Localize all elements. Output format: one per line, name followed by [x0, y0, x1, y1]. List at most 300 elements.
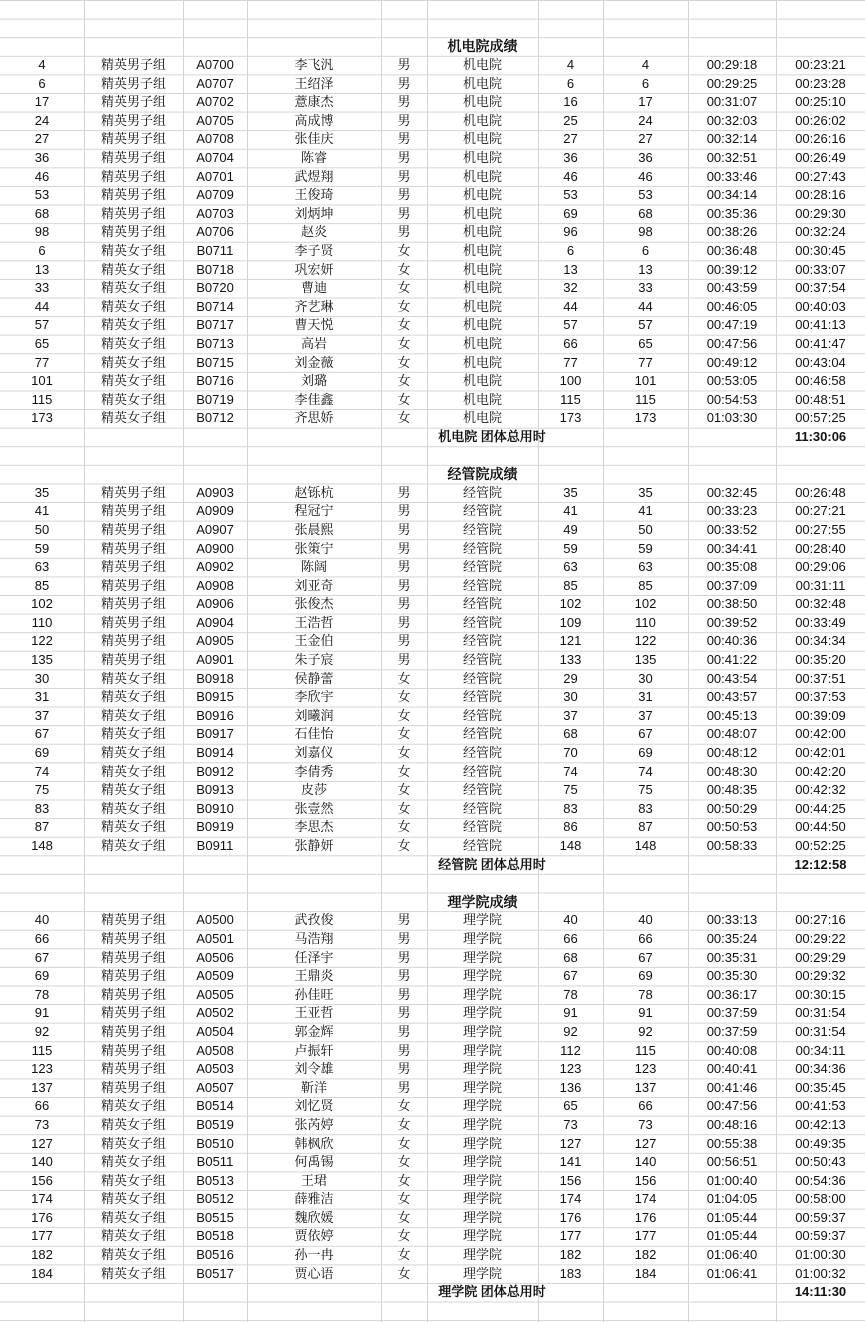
bib-cell[interactable]: B0712: [196, 410, 234, 426]
group-cell[interactable]: 精英男子组: [100, 112, 166, 128]
net-time-cell[interactable]: 00:29:06: [795, 559, 846, 575]
rank-cell[interactable]: 6: [38, 75, 46, 91]
bib-cell[interactable]: B0913: [196, 782, 234, 798]
gender-cell[interactable]: 男: [397, 614, 411, 630]
rank2-cell[interactable]: 136: [559, 1079, 582, 1095]
bib-cell[interactable]: B0919: [196, 819, 234, 835]
net-time-cell[interactable]: 00:25:10: [795, 94, 846, 110]
group-cell[interactable]: 精英男子组: [100, 168, 166, 184]
group-cell[interactable]: 精英男子组: [100, 986, 166, 1002]
group-cell[interactable]: 精英男子组: [100, 205, 166, 221]
rank-cell[interactable]: 44: [34, 298, 50, 314]
group-cell[interactable]: 精英女子组: [100, 373, 166, 389]
gun-time-cell[interactable]: 00:56:51: [706, 1154, 758, 1170]
cell[interactable]: [688, 446, 776, 465]
rank-cell[interactable]: 40: [34, 912, 50, 928]
net-time-cell[interactable]: 00:54:36: [795, 1172, 846, 1188]
bib-cell[interactable]: A0700: [196, 57, 234, 73]
name-cell[interactable]: 赵铄杭: [294, 484, 334, 500]
gender-cell[interactable]: 女: [397, 1154, 411, 1170]
group-cell[interactable]: 精英女子组: [100, 1116, 166, 1132]
rank2-cell[interactable]: 109: [559, 614, 582, 630]
rank3-cell[interactable]: 4: [641, 57, 650, 73]
cell[interactable]: [0, 0, 84, 19]
rank-cell[interactable]: 140: [31, 1154, 53, 1170]
rank-cell[interactable]: 123: [31, 1061, 53, 1077]
rank2-cell[interactable]: 49: [563, 521, 578, 537]
rank2-cell[interactable]: 65: [563, 1098, 578, 1114]
rank-cell[interactable]: 156: [31, 1172, 53, 1188]
college-cell[interactable]: 经管院: [462, 670, 502, 686]
college-cell[interactable]: 机电院: [462, 150, 502, 166]
rank2-cell[interactable]: 46: [563, 168, 578, 184]
rank3-cell[interactable]: 137: [634, 1079, 657, 1095]
gender-cell[interactable]: 男: [397, 112, 411, 128]
bib-cell[interactable]: B0713: [196, 335, 234, 351]
bib-cell[interactable]: B0514: [196, 1098, 234, 1114]
gender-cell[interactable]: 男: [397, 150, 411, 166]
cell[interactable]: [247, 465, 381, 484]
rank-cell[interactable]: 83: [34, 800, 50, 816]
cell[interactable]: [84, 19, 183, 38]
cell[interactable]: [776, 465, 865, 484]
name-cell[interactable]: 石佳怡: [294, 726, 334, 742]
rank3-cell[interactable]: 176: [634, 1209, 657, 1225]
rank3-cell[interactable]: 184: [634, 1265, 657, 1281]
cell[interactable]: [183, 446, 247, 465]
gun-time-cell[interactable]: 00:35:31: [706, 949, 758, 965]
college-cell[interactable]: 机电院: [462, 335, 502, 351]
rank2-cell[interactable]: 182: [559, 1247, 582, 1263]
gun-time-cell[interactable]: 00:34:14: [706, 187, 758, 203]
net-time-cell[interactable]: 00:26:16: [795, 131, 846, 147]
cell[interactable]: [603, 37, 688, 56]
college-cell[interactable]: 理学院: [462, 949, 502, 965]
rank3-cell[interactable]: 44: [638, 298, 653, 314]
cell[interactable]: [538, 1302, 603, 1321]
cell[interactable]: [183, 874, 247, 893]
group-cell[interactable]: 精英男子组: [100, 484, 166, 500]
gender-cell[interactable]: 男: [397, 1005, 411, 1021]
rank2-cell[interactable]: 68: [563, 949, 578, 965]
rank2-cell[interactable]: 4: [566, 57, 575, 73]
bib-cell[interactable]: A0905: [196, 633, 234, 649]
rank-cell[interactable]: 65: [34, 335, 50, 351]
bib-cell[interactable]: B0916: [196, 707, 234, 723]
cell[interactable]: [247, 0, 381, 19]
cell[interactable]: [776, 1302, 865, 1321]
gender-cell[interactable]: 男: [397, 1061, 411, 1077]
cell[interactable]: [84, 465, 183, 484]
group-cell[interactable]: 精英女子组: [100, 261, 166, 277]
bib-cell[interactable]: A0509: [196, 968, 234, 984]
college-cell[interactable]: 经管院: [462, 800, 502, 816]
net-time-cell[interactable]: 00:26:02: [795, 112, 846, 128]
net-time-cell[interactable]: 00:48:51: [795, 391, 846, 407]
cell[interactable]: [381, 0, 427, 19]
gun-time-cell[interactable]: 00:41:46: [706, 1079, 758, 1095]
cell[interactable]: [688, 428, 776, 447]
section-title[interactable]: 经管院成绩: [447, 466, 518, 483]
cell[interactable]: [427, 19, 538, 38]
name-cell[interactable]: 张晨熙: [294, 521, 334, 537]
rank-cell[interactable]: 92: [34, 1023, 50, 1039]
college-cell[interactable]: 理学院: [462, 1061, 502, 1077]
gun-time-cell[interactable]: 00:37:09: [706, 577, 758, 593]
team-total-time[interactable]: 11:30:06: [794, 428, 847, 444]
rank2-cell[interactable]: 86: [563, 819, 578, 835]
rank2-cell[interactable]: 27: [563, 131, 578, 147]
rank-cell[interactable]: 17: [34, 94, 50, 110]
cell[interactable]: [0, 893, 84, 912]
rank2-cell[interactable]: 173: [559, 410, 582, 426]
rank-cell[interactable]: 69: [34, 968, 50, 984]
net-time-cell[interactable]: 00:30:15: [795, 986, 846, 1002]
college-cell[interactable]: 机电院: [462, 280, 502, 296]
gender-cell[interactable]: 女: [397, 1265, 411, 1281]
group-cell[interactable]: 精英女子组: [100, 763, 166, 779]
cell[interactable]: [183, 1283, 247, 1302]
gun-time-cell[interactable]: 01:05:44: [706, 1209, 758, 1225]
group-cell[interactable]: 精英女子组: [100, 1191, 166, 1207]
net-time-cell[interactable]: 00:27:16: [795, 912, 846, 928]
rank3-cell[interactable]: 33: [638, 280, 653, 296]
net-time-cell[interactable]: 00:41:53: [795, 1098, 846, 1114]
gender-cell[interactable]: 女: [397, 243, 411, 259]
bib-cell[interactable]: B0517: [196, 1265, 234, 1281]
gun-time-cell[interactable]: 01:06:41: [706, 1265, 758, 1281]
rank-cell[interactable]: 115: [31, 391, 53, 407]
name-cell[interactable]: 李倩秀: [294, 763, 334, 779]
college-cell[interactable]: 机电院: [462, 373, 502, 389]
rank-cell[interactable]: 85: [34, 577, 50, 593]
college-cell[interactable]: 经管院: [462, 652, 502, 668]
rank2-cell[interactable]: 35: [563, 484, 578, 500]
cell[interactable]: [603, 465, 688, 484]
name-cell[interactable]: 武煜翔: [294, 168, 334, 184]
net-time-cell[interactable]: 00:41:13: [795, 317, 846, 333]
name-cell[interactable]: 刘忆贤: [294, 1098, 334, 1114]
bib-cell[interactable]: A0502: [196, 1005, 234, 1021]
rank-cell[interactable]: 36: [34, 150, 50, 166]
group-cell[interactable]: 精英男子组: [100, 633, 166, 649]
rank2-cell[interactable]: 6: [566, 243, 575, 259]
rank-cell[interactable]: 67: [34, 726, 50, 742]
cell[interactable]: [247, 446, 381, 465]
gun-time-cell[interactable]: 00:36:48: [706, 243, 758, 259]
rank-cell[interactable]: 63: [34, 559, 50, 575]
cell[interactable]: [247, 855, 381, 874]
rank-cell[interactable]: 67: [34, 949, 50, 965]
cell[interactable]: [247, 428, 381, 447]
rank3-cell[interactable]: 135: [634, 652, 657, 668]
college-cell[interactable]: 理学院: [462, 1079, 502, 1095]
group-cell[interactable]: 精英女子组: [100, 670, 166, 686]
gender-cell[interactable]: 女: [397, 317, 411, 333]
college-cell[interactable]: 理学院: [462, 968, 502, 984]
gun-time-cell[interactable]: 00:33:13: [706, 912, 758, 928]
gender-cell[interactable]: 男: [397, 930, 411, 946]
gender-cell[interactable]: 男: [397, 168, 411, 184]
group-cell[interactable]: 精英女子组: [100, 838, 166, 854]
bib-cell[interactable]: B0511: [196, 1154, 234, 1170]
rank2-cell[interactable]: 121: [559, 633, 582, 649]
group-cell[interactable]: 精英男子组: [100, 1079, 166, 1095]
cell[interactable]: [0, 874, 84, 893]
bib-cell[interactable]: B0914: [196, 745, 234, 761]
rank3-cell[interactable]: 30: [638, 670, 653, 686]
net-time-cell[interactable]: 00:35:45: [795, 1079, 846, 1095]
group-cell[interactable]: 精英女子组: [100, 1265, 166, 1281]
cell[interactable]: [603, 0, 688, 19]
net-time-cell[interactable]: 00:59:37: [795, 1228, 846, 1244]
group-cell[interactable]: 精英男子组: [100, 1061, 166, 1077]
name-cell[interactable]: 李佳鑫: [294, 391, 334, 407]
rank2-cell[interactable]: 13: [563, 261, 578, 277]
rank2-cell[interactable]: 148: [559, 838, 582, 854]
gun-time-cell[interactable]: 00:47:19: [706, 317, 758, 333]
rank3-cell[interactable]: 156: [634, 1172, 657, 1188]
rank2-cell[interactable]: 37: [563, 707, 578, 723]
rank2-cell[interactable]: 16: [563, 94, 578, 110]
group-cell[interactable]: 精英男子组: [100, 596, 166, 612]
bib-cell[interactable]: B0513: [196, 1172, 234, 1188]
rank-cell[interactable]: 174: [31, 1191, 53, 1207]
group-cell[interactable]: 精英女子组: [100, 782, 166, 798]
net-time-cell[interactable]: 00:32:48: [795, 596, 846, 612]
bib-cell[interactable]: B0518: [196, 1228, 234, 1244]
gender-cell[interactable]: 男: [397, 187, 411, 203]
rank-cell[interactable]: 13: [34, 261, 50, 277]
gender-cell[interactable]: 男: [397, 1079, 411, 1095]
rank2-cell[interactable]: 74: [563, 763, 578, 779]
cell[interactable]: [183, 0, 247, 19]
cell[interactable]: [247, 1283, 381, 1302]
gender-cell[interactable]: 男: [397, 57, 411, 73]
name-cell[interactable]: 王俊琦: [294, 187, 334, 203]
cell[interactable]: [688, 855, 776, 874]
group-cell[interactable]: 精英男子组: [100, 57, 166, 73]
rank2-cell[interactable]: 44: [563, 298, 578, 314]
cell[interactable]: [776, 0, 865, 19]
cell[interactable]: [0, 37, 84, 56]
rank2-cell[interactable]: 85: [563, 577, 578, 593]
college-cell[interactable]: 理学院: [462, 1209, 502, 1225]
bib-cell[interactable]: A0906: [196, 596, 234, 612]
college-cell[interactable]: 理学院: [462, 1135, 502, 1151]
group-cell[interactable]: 精英男子组: [100, 968, 166, 984]
rank3-cell[interactable]: 101: [634, 373, 657, 389]
cell[interactable]: [427, 0, 538, 19]
college-cell[interactable]: 经管院: [462, 596, 502, 612]
cell[interactable]: [538, 37, 603, 56]
bib-cell[interactable]: B0910: [196, 800, 234, 816]
gun-time-cell[interactable]: 00:40:36: [706, 633, 758, 649]
college-cell[interactable]: 机电院: [462, 205, 502, 221]
group-cell[interactable]: 精英女子组: [100, 689, 166, 705]
bib-cell[interactable]: A0507: [196, 1079, 234, 1095]
group-cell[interactable]: 精英女子组: [100, 298, 166, 314]
gun-time-cell[interactable]: 00:54:53: [706, 391, 758, 407]
cell[interactable]: [603, 874, 688, 893]
college-cell[interactable]: 理学院: [462, 912, 502, 928]
rank3-cell[interactable]: 85: [638, 577, 653, 593]
name-cell[interactable]: 王珺: [300, 1172, 327, 1188]
college-cell[interactable]: 理学院: [462, 1247, 502, 1263]
group-cell[interactable]: 精英女子组: [100, 1228, 166, 1244]
college-cell[interactable]: 机电院: [462, 261, 502, 277]
gun-time-cell[interactable]: 00:35:08: [706, 559, 758, 575]
bib-cell[interactable]: A0703: [196, 205, 234, 221]
rank-cell[interactable]: 46: [34, 168, 50, 184]
rank3-cell[interactable]: 67: [638, 949, 653, 965]
name-cell[interactable]: 陈睿: [300, 150, 327, 166]
net-time-cell[interactable]: 00:27:55: [795, 521, 846, 537]
gender-cell[interactable]: 女: [397, 261, 411, 277]
gun-time-cell[interactable]: 00:38:26: [706, 224, 758, 240]
gun-time-cell[interactable]: 00:43:59: [706, 280, 758, 296]
college-cell[interactable]: 理学院: [462, 1172, 502, 1188]
gender-cell[interactable]: 男: [397, 559, 411, 575]
bib-cell[interactable]: A0501: [196, 930, 234, 946]
gender-cell[interactable]: 女: [397, 1172, 411, 1188]
gender-cell[interactable]: 男: [397, 521, 411, 537]
gun-time-cell[interactable]: 00:58:33: [706, 838, 758, 854]
bib-cell[interactable]: A0707: [196, 75, 234, 91]
rank3-cell[interactable]: 182: [634, 1247, 657, 1263]
rank-cell[interactable]: 30: [34, 670, 50, 686]
gun-time-cell[interactable]: 00:31:07: [706, 94, 758, 110]
cell[interactable]: [603, 893, 688, 912]
group-cell[interactable]: 精英女子组: [100, 280, 166, 296]
rank3-cell[interactable]: 102: [634, 596, 657, 612]
net-time-cell[interactable]: 00:57:25: [795, 410, 846, 426]
net-time-cell[interactable]: 00:32:24: [795, 224, 846, 240]
name-cell[interactable]: 高成博: [294, 112, 334, 128]
rank3-cell[interactable]: 174: [634, 1191, 657, 1207]
bib-cell[interactable]: B0714: [196, 298, 234, 314]
rank2-cell[interactable]: 73: [563, 1116, 578, 1132]
net-time-cell[interactable]: 00:40:03: [795, 298, 846, 314]
name-cell[interactable]: 武孜俊: [294, 912, 334, 928]
net-time-cell[interactable]: 00:31:11: [795, 577, 846, 593]
rank3-cell[interactable]: 40: [638, 912, 653, 928]
rank-cell[interactable]: 177: [31, 1228, 53, 1244]
college-cell[interactable]: 机电院: [462, 75, 502, 91]
net-time-cell[interactable]: 00:33:49: [795, 614, 846, 630]
cell[interactable]: [84, 0, 183, 19]
rank-cell[interactable]: 66: [34, 930, 50, 946]
name-cell[interactable]: 张佳庆: [294, 131, 334, 147]
cell[interactable]: [427, 1302, 538, 1321]
gun-time-cell[interactable]: 00:43:54: [706, 670, 758, 686]
college-cell[interactable]: 理学院: [462, 1023, 502, 1039]
rank-cell[interactable]: 74: [34, 763, 50, 779]
net-time-cell[interactable]: 00:35:20: [795, 652, 846, 668]
gender-cell[interactable]: 男: [397, 224, 411, 240]
name-cell[interactable]: 高岩: [300, 335, 327, 351]
gun-time-cell[interactable]: 00:53:05: [706, 373, 758, 389]
cell[interactable]: [84, 855, 183, 874]
net-time-cell[interactable]: 00:42:32: [795, 782, 846, 798]
name-cell[interactable]: 朱子宸: [294, 652, 334, 668]
name-cell[interactable]: 孙佳旺: [294, 986, 334, 1002]
rank3-cell[interactable]: 75: [638, 782, 653, 798]
net-time-cell[interactable]: 00:31:54: [795, 1023, 846, 1039]
name-cell[interactable]: 刘令雄: [294, 1061, 334, 1077]
gender-cell[interactable]: 男: [397, 633, 411, 649]
group-cell[interactable]: 精英男子组: [100, 224, 166, 240]
college-cell[interactable]: 机电院: [462, 354, 502, 370]
cell[interactable]: [776, 446, 865, 465]
gun-time-cell[interactable]: 00:29:18: [706, 57, 758, 73]
gun-time-cell[interactable]: 00:50:29: [706, 800, 758, 816]
name-cell[interactable]: 李欣宇: [294, 689, 334, 705]
rank3-cell[interactable]: 123: [634, 1061, 657, 1077]
rank3-cell[interactable]: 50: [638, 521, 653, 537]
gun-time-cell[interactable]: 01:03:30: [706, 410, 758, 426]
gun-time-cell[interactable]: 00:41:22: [706, 652, 758, 668]
rank2-cell[interactable]: 174: [559, 1191, 582, 1207]
rank-cell[interactable]: 66: [34, 1098, 50, 1114]
name-cell[interactable]: 皮莎: [300, 782, 327, 798]
name-cell[interactable]: 曹迪: [300, 280, 327, 296]
gender-cell[interactable]: 男: [397, 968, 411, 984]
cell[interactable]: [247, 1302, 381, 1321]
group-cell[interactable]: 精英女子组: [100, 410, 166, 426]
rank-cell[interactable]: 101: [31, 373, 53, 389]
college-cell[interactable]: 机电院: [462, 317, 502, 333]
name-cell[interactable]: 齐思娇: [294, 410, 334, 426]
rank-cell[interactable]: 41: [34, 503, 50, 519]
college-cell[interactable]: 理学院: [462, 1228, 502, 1244]
gender-cell[interactable]: 女: [397, 280, 411, 296]
group-cell[interactable]: 精英男子组: [100, 930, 166, 946]
bib-cell[interactable]: A0702: [196, 94, 234, 110]
bib-cell[interactable]: B0510: [196, 1135, 234, 1151]
name-cell[interactable]: 刘炳坤: [294, 205, 334, 221]
name-cell[interactable]: 张壹然: [294, 800, 334, 816]
gun-time-cell[interactable]: 00:48:30: [706, 763, 758, 779]
cell[interactable]: [688, 37, 776, 56]
rank3-cell[interactable]: 6: [641, 75, 650, 91]
gender-cell[interactable]: 男: [397, 1042, 411, 1058]
gender-cell[interactable]: 女: [397, 373, 411, 389]
college-cell[interactable]: 理学院: [462, 986, 502, 1002]
gender-cell[interactable]: 男: [397, 94, 411, 110]
gun-time-cell[interactable]: 00:37:59: [706, 1005, 758, 1021]
cell[interactable]: [538, 874, 603, 893]
college-cell[interactable]: 经管院: [462, 782, 502, 798]
cell[interactable]: [0, 1283, 84, 1302]
rank2-cell[interactable]: 67: [563, 968, 578, 984]
net-time-cell[interactable]: 00:42:13: [795, 1116, 846, 1132]
gun-time-cell[interactable]: 00:45:13: [706, 707, 758, 723]
net-time-cell[interactable]: 00:52:25: [795, 838, 846, 854]
bib-cell[interactable]: B0515: [196, 1209, 234, 1225]
rank3-cell[interactable]: 66: [638, 930, 653, 946]
rank2-cell[interactable]: 141: [559, 1154, 582, 1170]
group-cell[interactable]: 精英女子组: [100, 707, 166, 723]
cell[interactable]: [381, 1302, 427, 1321]
cell[interactable]: [381, 19, 427, 38]
name-cell[interactable]: 侯静蕾: [294, 670, 334, 686]
cell[interactable]: [427, 874, 538, 893]
name-cell[interactable]: 张芮婷: [294, 1116, 334, 1132]
college-cell[interactable]: 机电院: [462, 187, 502, 203]
cell[interactable]: [183, 19, 247, 38]
rank-cell[interactable]: 53: [34, 187, 50, 203]
